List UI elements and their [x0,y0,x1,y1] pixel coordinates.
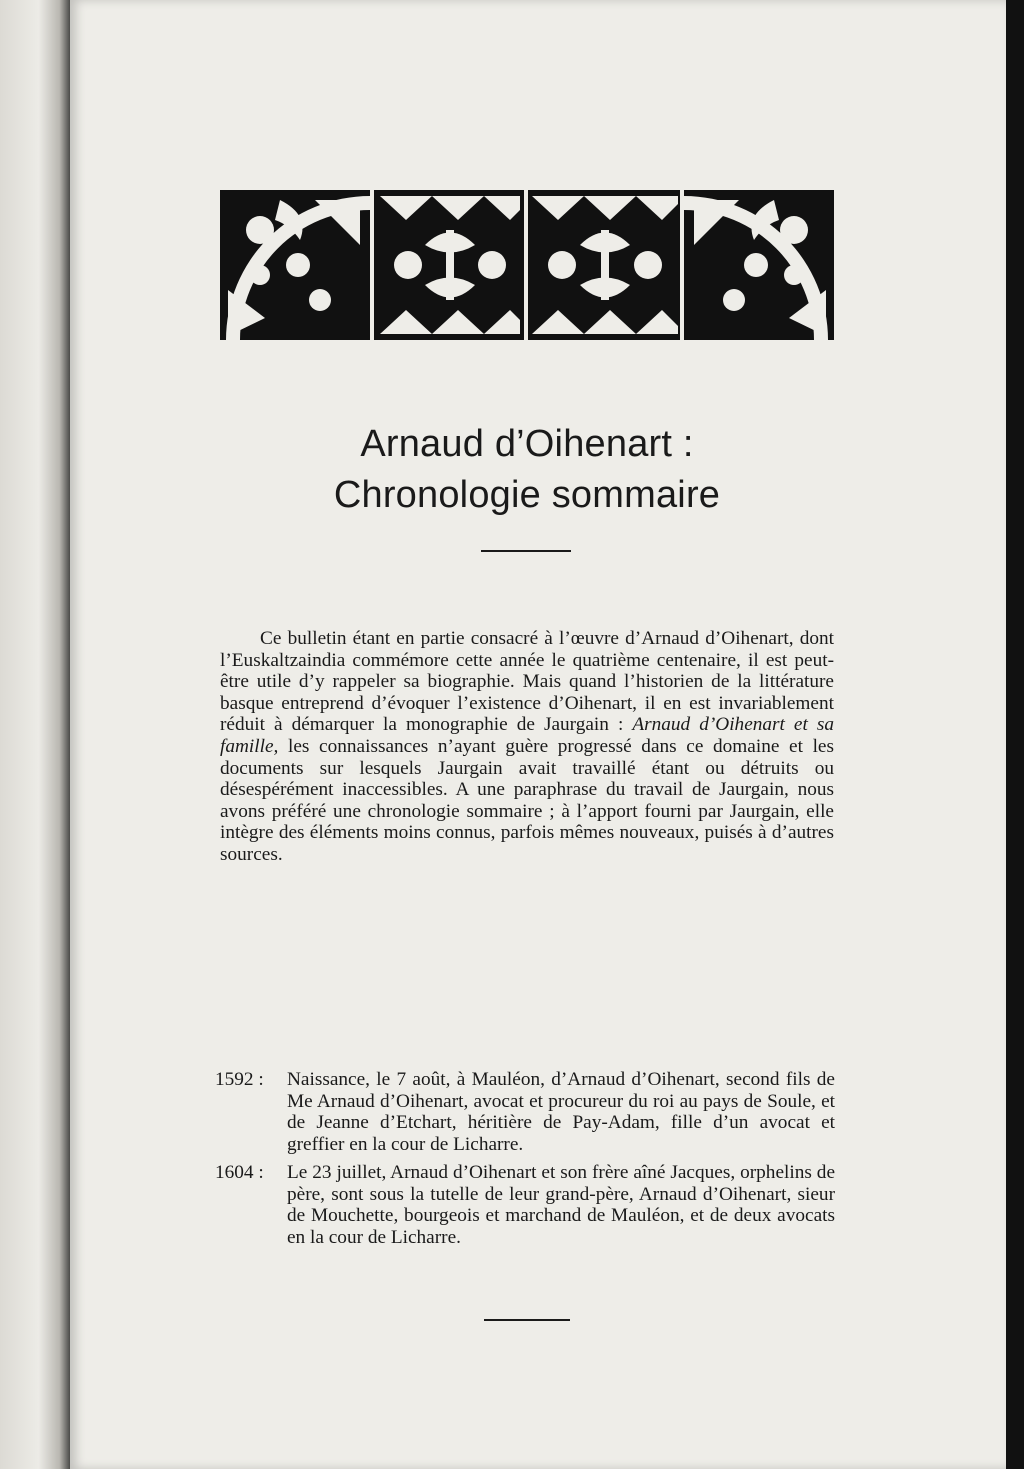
chronology-year: 1592 : [215,1069,264,1090]
title-divider [481,550,571,552]
chronology-entry [215,1069,835,1155]
left-page-edge [0,0,70,1469]
intro-text-2: les connaissances n’ayant guère progressé dans ce domaine et les documents sur lesquels Jaurgain avait travaillé étant ou détruits ou désespérément inaccessibles. A une paraphrase du travail de Jaurgain, nous avons préféré une chronologie sommaire ; à l’apport fourni par Jaurgain, elle intègre des éléments moins connus, parfois mêmes nouveaux, puisés à d’autres sources. [220,735,834,865]
page-title-line-1: Arnaud d’Oihenart : [360,423,694,465]
chronology-year: 1604 : [215,1162,264,1183]
ornament-band [220,190,834,340]
intro-book-title: Arnaud d’Oihenart et sa famille, [220,714,834,757]
chronology-text: Naissance, le 7 août, à Mauléon, d’Arnaud d’Oihenart, second fils de Me Arnaud d’Oihenart, avocat et procureur du roi au pays de Soule, et de Jeanne d’Etchart, héritière de Pay-Adam, fille d’un avocat et greffier en la cour de Licharre. [287,1069,835,1155]
page-title-line-2: Chronologie sommaire [333,474,721,516]
intro-paragraph [220,628,834,866]
right-background-edge [1006,0,1024,1469]
end-divider [484,1319,570,1321]
intro-text-1: Ce bulletin étant en partie consacré à l’œuvre d’Arnaud d’Oihenart, dont l’Euskaltzaindia commémore cette année le quatrième centenaire, il est peut-être utile d’y rappeler sa biographie. Mais quand l’historien de la littérature basque entreprend d’évoquer l’existence d’Oihenart, il en est invariablement réduit à démarquer la monographie de Jaurgain : [220,628,834,736]
chronology-text: Le 23 juillet, Arnaud d’Oihenart et son frère aîné Jacques, orphelins de père, sont sous la tutelle de leur grand-père, Arnaud d’Oihenart, sieur de Mouchette, bourgeois et marchand de Mauléon, et de deux avocats en la cour de Licharre. [287,1162,835,1248]
chronology-entry [215,1162,835,1248]
